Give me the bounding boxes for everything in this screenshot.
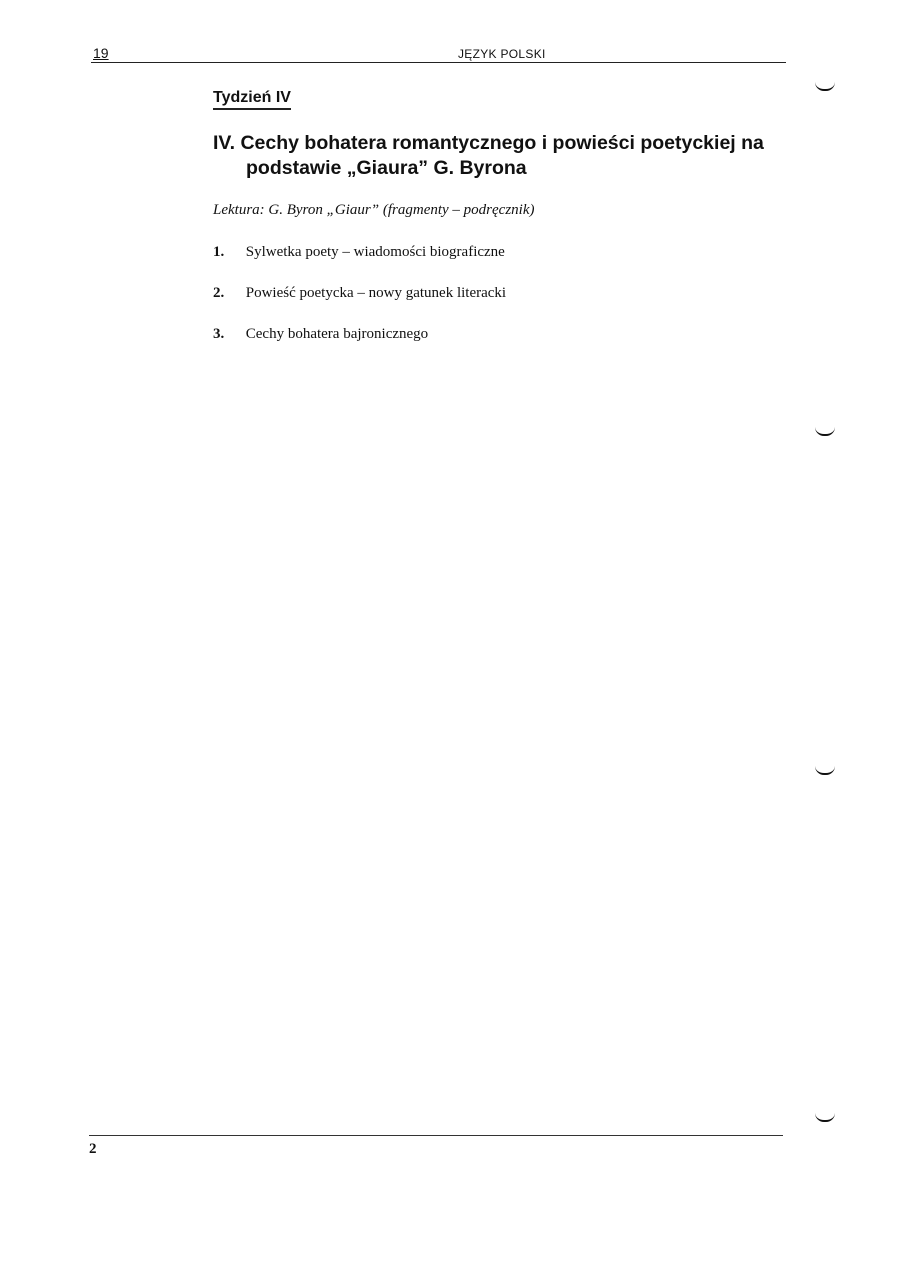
binding-hole-mark [815,427,835,436]
page-number: 2 [89,1141,97,1157]
list-item-text: Sylwetka poety – wiadomości biograficzne [245,244,505,260]
binding-hole-mark [815,766,835,775]
list-item [213,326,506,367]
list-item-number: 1. [213,244,225,260]
header-page-reference: 19 [93,45,109,61]
list-item [213,244,506,285]
topic-list [213,244,506,367]
list-item-text: Cechy bohatera bajronicznego [245,326,429,342]
reading-note: Lektura: G. Byron „Giaur” (fragmenty – podręcznik) [213,202,535,218]
section-title-line-1: IV. Cechy bohatera romantycznego i powieści poetyckiej na [213,132,764,154]
week-label: Tydzień IV [213,89,291,110]
list-item [213,285,506,326]
header-subject: JĘZYK POLSKI [458,47,546,61]
section-title-line-2: podstawie „Giaura” G. Byrona [246,157,527,179]
binding-hole-mark [815,1113,835,1122]
list-item-number: 2. [213,285,225,301]
header-rule [91,62,786,63]
section-title [213,131,803,181]
list-item-text: Powieść poetycka – nowy gatunek literacki [245,285,507,301]
list-item-number: 3. [213,326,225,342]
binding-hole-mark [815,82,835,91]
footer-rule [89,1135,783,1136]
